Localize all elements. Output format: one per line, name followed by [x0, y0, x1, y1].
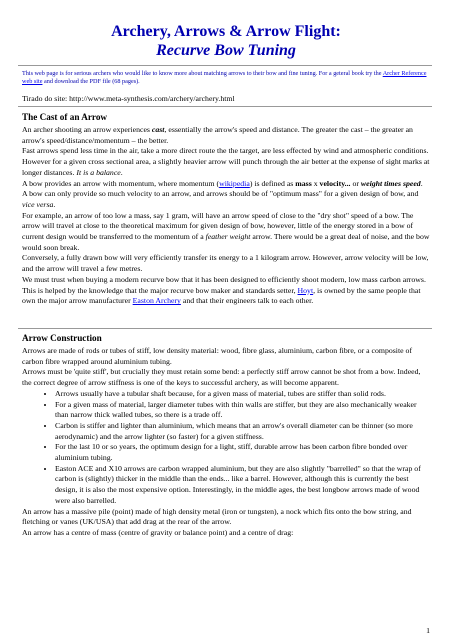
archer-reference-link[interactable]: Archer Reference web site	[22, 70, 427, 85]
paragraph: Arrows are made of rods or tubes of stiff, low density material: wood, fibre glass, aluminium, carbon fibre, or a composite of carbon fibre wrapped around aluminium tubing.	[22, 346, 413, 366]
divider	[18, 106, 432, 107]
paragraph: A bow can only provide so much velocity to an arrow, and arrows should be of "optimum mass" for a given design of bow, and vice versa.	[22, 189, 419, 209]
paragraph: For example, an arrow of too low a mass, say 1 gram, will have an arrow speed of close to the "dry shot" speed of a bow. The arrow will travel at close to the theoretical maximum for given design of bow, however, little of the energy stored in a bow of current design would be transferred to the momentum of a feather weight arrow. There would be a great deal of noise, and the bow would soon break.	[22, 210, 430, 252]
section-body-construction	[22, 346, 430, 539]
paragraph: Conversely, a fully drawn bow will very efficiently transfer its energy to a 1 kilogram arrow. However, arrow velocity will be low, and the arrow will travel a few metres.	[22, 253, 429, 274]
paragraph: An arrow has a centre of mass (centre of gravity or balance point) and a centre of drag:	[22, 527, 294, 537]
section-heading-cast: The Cast of an Arrow	[22, 112, 108, 122]
hoyt-link[interactable]: Hoyt	[297, 285, 314, 295]
list-item: • Arrows usually have a tubular shaft because, for a given mass of material, tubes are stiffer than solid rods.	[55, 389, 430, 400]
list-item: • For the last 10 or so years, the optimum design for a light, stiff, durable arrow has been carbon fibre bonded over aluminium tubing.	[55, 442, 430, 463]
page-title: Archery, Arrows & Arrow Flight:	[111, 23, 341, 40]
wikipedia-link[interactable]: wikipedia	[219, 178, 250, 188]
page-number: 1	[426, 626, 430, 635]
divider	[18, 328, 432, 329]
source-line: Tirado do site: http://www.meta-synthesis.com/archery/archery.html	[22, 94, 235, 103]
list-item: • Easton ACE and X10 arrows are carbon wrapped aluminium, but they are also slightly "barrelled" so that the wrap of carbon is (slightly) thicker in the middle than the ends... like a barrel. However, although this is currently the best design, it is also the most expensive option. Interestingly, in the middle ages, the best longbow arrows made of wood were also barrelled.	[55, 464, 430, 507]
list-item: • For a given mass of material, larger diameter tubes with thin walls are stiffer, but they are also mechanically weaker than narrow thick walled tubes, so there is a trade off.	[55, 400, 430, 421]
bullet-list	[22, 389, 430, 507]
intro-note: This web page is for serious archers who would like to know more about matching arrows to their bow and fine tuning. For a geteral book try the Archer Reference web site and download the PDF file (68 pages).	[22, 70, 427, 85]
paragraph: An archer shooting an arrow experiences cast, essentially the arrow's speed and distance. The greater the cast – the greater an arrow's speed/distance/momentum – the better.	[22, 125, 413, 145]
section-heading-construction: Arrow Construction	[22, 333, 102, 343]
page-subtitle: Recurve Bow Tuning	[156, 42, 296, 59]
paragraph: Fast arrows spend less time in the air, take a more direct route the the target, are less effected by wind and atmospheric conditions. However for a given cross sectional area, a slightly heavier arrow will punch through the air better at the expense of sight marks at longer distances. It is a balance.	[22, 146, 430, 177]
section-body-cast	[22, 125, 430, 307]
divider	[18, 65, 432, 66]
paragraph: An arrow has a massive pile (point) made of high density metal (iron or tungsten), a nock which fits onto the bow string, and fletching or vanes (UK/USA) that add drag at the rear of the arrow.	[22, 506, 412, 527]
easton-archery-link[interactable]: Easton Archery	[132, 296, 181, 306]
paragraph: We must trust when buying a modern recurve bow that it has been designed to efficiently shoot modern, low mass carbon arrows. This is helped by the knowledge that the major recurve bow maker and standards setter, Hoyt, is owned by the same people that own the major arrow manufacturer Easton Archery and that their engineers talk to each other.	[22, 274, 426, 306]
paragraph: A bow provides an arrow with momentum, where momentum (wikipedia) is defined as mass x velocity... or weight times speed.	[22, 178, 423, 188]
paragraph: Arrows must be 'quite stiff', but crucially they must retain some bend: a perfectly stiff arrow cannot be shot from a bow. Indeed, the correct degree of arrow stiffness is one of the keys to successful archery, as will become apparent.	[22, 367, 421, 388]
list-item: • Carbon is stiffer and lighter than aluminium, which means that an arrow's overall diameter can be thinner (so more aerodynamic) and the arrow lighter (so faster) for a given stiffness.	[55, 421, 430, 442]
